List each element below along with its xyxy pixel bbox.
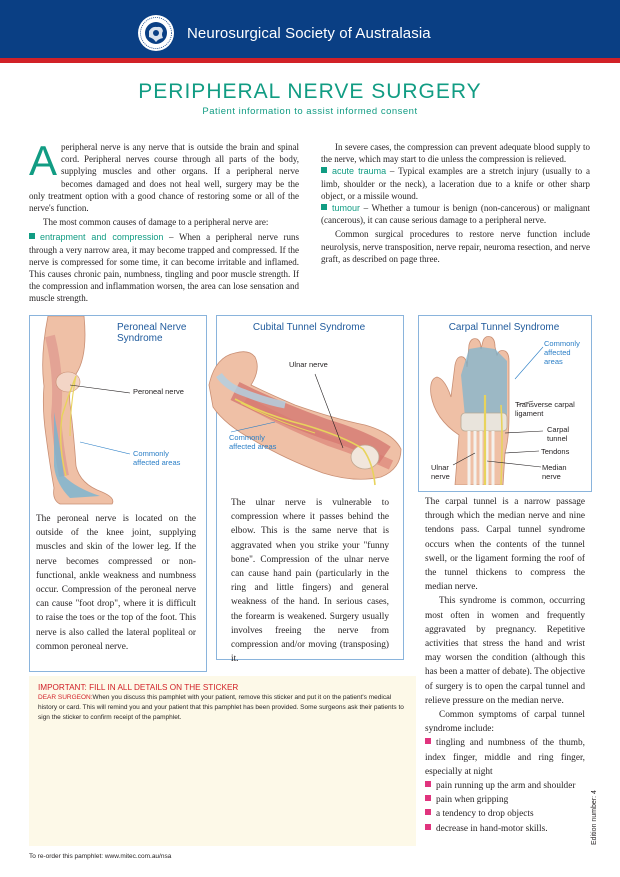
causes-intro: The most common causes of damage to a peripheral nerve are: xyxy=(43,217,269,228)
symptom-item: pain running up the arm and shoulder xyxy=(425,779,585,793)
cause-keyword: tumour xyxy=(332,203,361,214)
carpal-text-3: Common symptoms of carpal tunnel syndrome include: xyxy=(425,710,585,735)
peroneal-text: The peroneal nerve is located on the outside of the knee joint, supplying muscles and skin of the lower leg. If the nerve becomes compressed or non-functional, ankle weakness and numbness occur. Compression of the peroneal nerve can cause "foot drop", where it is difficult to raise the toes or the top of the foot. This nerve is also called the lateral popliteal or common peroneal nerve. xyxy=(36,514,196,652)
symptom-item: a tendency to drop objects xyxy=(425,807,585,821)
severe-paragraph: In severe cases, the compression can prevent adequate blood supply to the nerve, which may start to die unless the compression is relieved. xyxy=(321,142,590,165)
symptom-item: tingling and numbness of the thumb, index finger, middle and ring finger, especially at night xyxy=(425,738,585,777)
edition-number: Edition number: 4 xyxy=(591,790,598,845)
sticker-title: IMPORTANT: FILL IN ALL DETAILS ON THE STICKER xyxy=(38,683,239,692)
label-median-nerve: Median nerve xyxy=(542,463,567,481)
label-ulnar-nerve: Ulnar nerve xyxy=(289,360,328,369)
cause-text: – Whether a tumour is benign (non-cancerous) or malignant (cancerous), it can cause serious damage to a peripheral nerve. xyxy=(321,203,590,226)
procedures-paragraph: Common surgical procedures to restore nerve function include neurolysis, nerve transposition, nerve repair, neuroma resection, and nerve graft, as described on page three. xyxy=(321,229,590,264)
peroneal-title: Peroneal Nerve Syndrome xyxy=(117,322,187,344)
carpal-description xyxy=(425,495,585,836)
cause-text: – Typical examples are a stretch injury (usually to a limb, shoulder or the neck), a laceration due to a knife or other sharp object, or a missile wound. xyxy=(321,166,590,201)
reorder-footer: To re-order this pamphlet: www.mitec.com.au/nsa xyxy=(29,853,172,860)
intro-left-column xyxy=(29,137,299,305)
bullet-square-icon xyxy=(321,167,327,173)
label-affected-areas: Commonly affected areas xyxy=(229,433,277,451)
cause-trauma xyxy=(321,165,590,202)
cause-text: – When a peripheral nerve runs through a very narrow area, it may become trapped and compressed. If the nerve is compressed for some time, it can become irritable and inflamed. This causes chronic pain, numbness, tingling and poor muscle strength. If the compression and inflammation worsen, the area can lose sensation and muscle strength. xyxy=(29,232,299,304)
cubital-title: Cubital Tunnel Syndrome xyxy=(252,322,366,333)
bullet-square-icon xyxy=(425,795,431,801)
label-affected-areas: Commonly affected areas xyxy=(544,339,580,366)
cubital-description xyxy=(231,496,389,666)
label-peroneal-nerve: Peroneal nerve xyxy=(133,387,184,396)
bullet-square-icon xyxy=(425,738,431,744)
sticker-text xyxy=(38,693,408,723)
bullet-square-icon xyxy=(425,809,431,815)
label-ulnar-nerve: Ulnar nerve xyxy=(431,463,450,481)
label-ligament: Transverse carpal ligament xyxy=(515,400,575,418)
cause-tumour xyxy=(321,202,590,226)
sticker-lead: DEAR SURGEON: xyxy=(38,694,93,701)
symptom-item: decrease in hand-motor skills. xyxy=(425,822,585,836)
intro-right-column xyxy=(321,141,590,265)
cause-keyword: entrapment and compression xyxy=(40,232,164,243)
intro-paragraph: peripheral nerve is any nerve that is outside the brain and spinal cord. Peripheral nerves course through all parts of the body, supplying muscles and other organs. If a peripheral nerve becomes damaged and does not heal well, surgery may be the only treatment option with a good chance of restoring some or all of the nerve's function. xyxy=(29,142,299,214)
label-carpal-tunnel: Carpal tunnel xyxy=(547,425,570,443)
header-stripe xyxy=(0,58,620,63)
cubital-text: The ulnar nerve is vulnerable to compression where it passes behind the elbow. This is the same nerve that is aggravated when you strike your "funny bone". Compression of the ulnar nerve can cause hand pain (particularly in the ring and little fingers) and general weakness of the hand. In serious cases, the forearm is weakened. Surgery usually involves freeing the nerve from compression and/or moving (transposing) it. xyxy=(231,498,389,665)
label-tendons: Tendons xyxy=(541,447,570,456)
org-name: Neurosurgical Society of Australasia xyxy=(187,25,431,42)
peroneal-leader-lines xyxy=(60,380,132,470)
page-subtitle: Patient information to assist informed consent xyxy=(202,106,418,117)
peroneal-description xyxy=(36,512,196,654)
bullet-square-icon xyxy=(425,824,431,830)
society-logo-icon xyxy=(137,14,175,52)
dropcap: A xyxy=(29,137,58,184)
label-affected-areas: Commonly affected areas xyxy=(133,449,181,467)
carpal-text-1: The carpal tunnel is a narrow passage through which the median nerve and nine tendons pass. Carpal tunnel syndrome occurs when the contents of the tunnel swell, or the ligament forming the roof of the tunnel thickens to compress the median nerve. xyxy=(425,497,585,593)
bullet-square-icon xyxy=(425,781,431,787)
sticker-body: When you discuss this pamphlet with your patient, remove this sticker and put it on the patient's medical history or card. This will remind you and your patient that this pamphlet has been provided. Some surgeons ask their patients to sign the sticker to confirm receipt of the pamphlet. xyxy=(38,694,404,721)
bullet-square-icon xyxy=(321,204,327,210)
cause-keyword: acute trauma xyxy=(332,166,387,177)
carpal-text-2: This syndrome is common, occurring most often in women and frequently aggravated by pregnancy. Repetitive activities that stress the hand and wrist may worsen the condition (although this has been a matter of debate). The objective of surgery is to open the carpal tunnel and relieve pressure on the median nerve. xyxy=(425,596,585,706)
page-title: PERIPHERAL NERVE SURGERY xyxy=(138,80,482,103)
symptom-item: pain when gripping xyxy=(425,793,585,807)
cause-entrapment xyxy=(29,231,299,304)
carpal-title: Carpal Tunnel Syndrome xyxy=(448,322,560,333)
bullet-square-icon xyxy=(29,233,35,239)
